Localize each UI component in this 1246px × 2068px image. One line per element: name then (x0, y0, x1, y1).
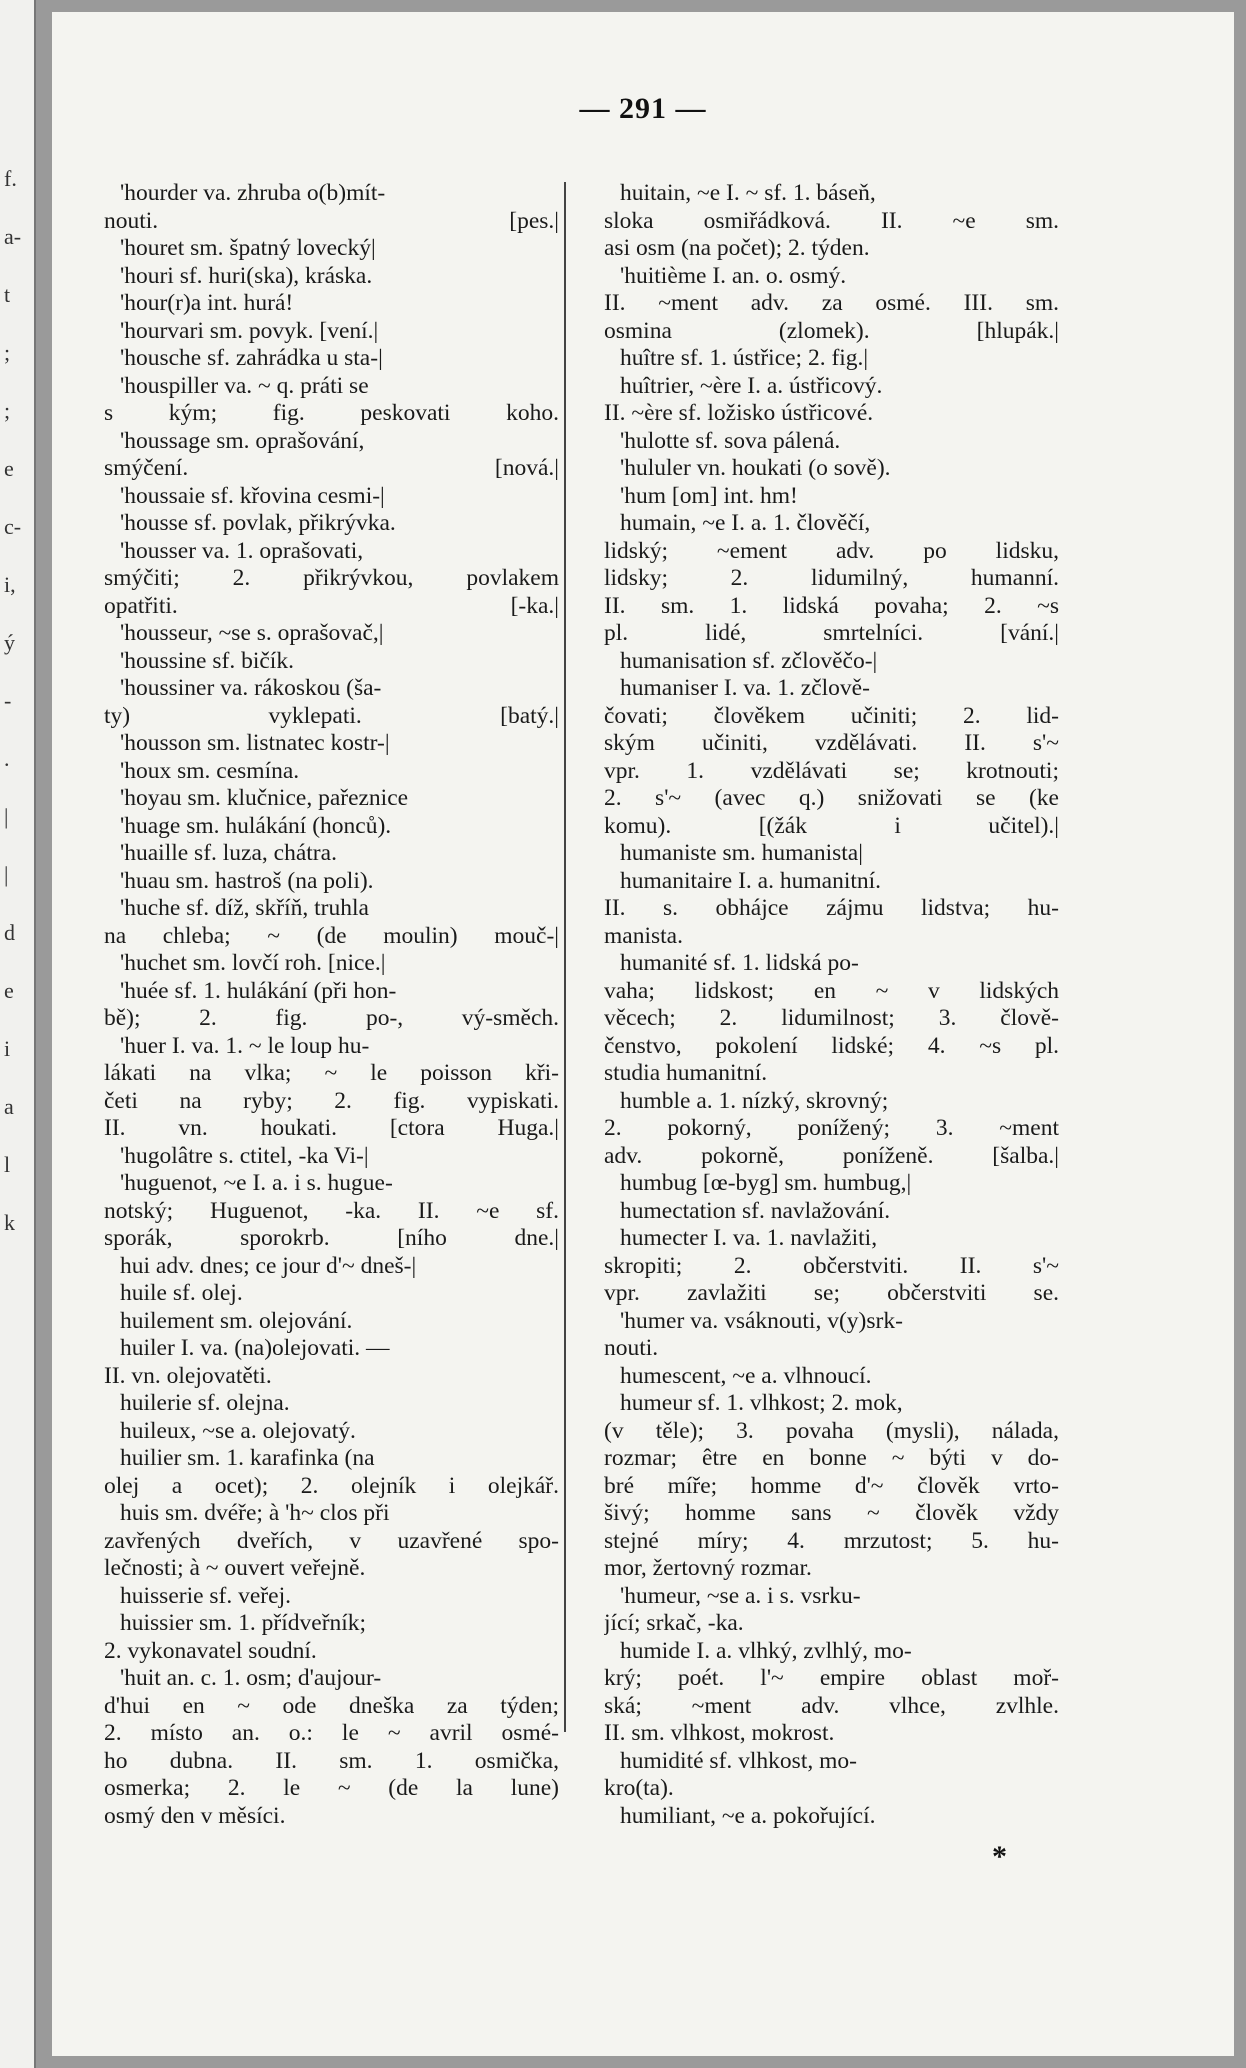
margin-fragment: | (4, 804, 9, 829)
dictionary-line: ty) vyklepati. [batý.| (104, 702, 559, 729)
dictionary-line: 2. s'~ (avec q.) snižovati se (ke (604, 785, 1059, 811)
dictionary-line: 'houx sm. cesmína. (120, 757, 300, 784)
dictionary-line: 2. pokorný, ponížený; 3. ~ment (604, 1115, 1059, 1141)
dictionary-line: 'hourder va. zhruba o(b)mít- (120, 180, 386, 206)
dictionary-line: věcech; 2. lidumilnost; 3. člově- (604, 1005, 1059, 1031)
margin-fragment: ; (4, 340, 11, 365)
dictionary-line: osmý den v měsíci. (104, 1802, 286, 1829)
dictionary-line: huilement sm. olejování. (120, 1307, 353, 1334)
dictionary-line: osmina (zlomek). [hlupák.| (604, 317, 1059, 344)
margin-fragment: t (4, 282, 11, 307)
dictionary-line: 'huage sm. hulákání (honců). (120, 812, 392, 839)
dictionary-line: 'huit an. c. 1. osm; d'aujour- (120, 1665, 382, 1691)
dictionary-line: šivý; homme sans ~ člověk vždy (604, 1500, 1059, 1526)
dictionary-line: humanité sf. 1. lidská po- (620, 950, 859, 976)
margin-fragment: a- (4, 224, 22, 249)
dictionary-line: rozmar; être en bonne ~ býti v do- (604, 1445, 1059, 1471)
dictionary-line: 2. vykonavatel soudní. (104, 1637, 317, 1664)
dictionary-line: 'huer I. va. 1. ~ le loup hu- (120, 1032, 370, 1059)
adjacent-page-edge (0, 0, 36, 2068)
dictionary-line: sloka osmiřádková. II. ~e sm. (604, 207, 1059, 234)
dictionary-line: huissier sm. 1. přídveřník; (120, 1610, 367, 1636)
dictionary-line: olej a ocet); 2. olejník i olejkář. (104, 1472, 559, 1499)
dictionary-line: 'humer va. vsáknouti, v(y)srk- (620, 1307, 903, 1334)
dictionary-line: ská; ~ment adv. vlhce, zvlhle. (604, 1692, 1059, 1719)
dictionary-line: 'huée sf. 1. hulákání (při hon- (120, 977, 397, 1004)
dictionary-line: kro(ta). (604, 1775, 674, 1801)
dictionary-line: humeur sf. 1. vlhkost; 2. mok, (620, 1390, 903, 1416)
dictionary-line: huis sm. dvéře; à 'h~ clos při (120, 1500, 390, 1526)
dictionary-line: huilier sm. 1. karafinka (na (120, 1445, 375, 1471)
margin-fragment: ; (4, 398, 11, 423)
dictionary-line: bě); 2. fig. po-, vý-směch. (104, 1005, 559, 1031)
right-column (604, 180, 1059, 1830)
dictionary-line: huître sf. 1. ústřice; 2. fig.| (620, 345, 869, 371)
dictionary-line: pl. lidé, smrtelníci. [vání.| (604, 620, 1059, 646)
dictionary-line: humide I. a. vlhký, zvlhlý, mo- (620, 1637, 912, 1664)
dictionary-line: 'huau sm. hastroš (na poli). (120, 867, 374, 894)
margin-fragment: e (4, 978, 14, 1003)
dictionary-line: čovati; člověkem učiniti; 2. lid- (604, 702, 1059, 729)
dictionary-line: sporák, sporokrb. [ního dne.| (104, 1225, 559, 1251)
dictionary-line: 'houssaie sf. křovina cesmi-| (120, 482, 385, 509)
dictionary-line: 'houspiller va. ~ q. práti se (120, 372, 369, 399)
dictionary-line: 'hugolâtre s. ctitel, -ka Vi-| (120, 1142, 369, 1169)
dictionary-line: 'hourvari sm. povyk. [vení.| (120, 317, 379, 344)
dictionary-line: lidský; ~ement adv. po lidsku, (604, 537, 1059, 564)
margin-fragment: i (4, 1036, 11, 1061)
dictionary-line: huîtrier, ~ère I. a. ústřicový. (620, 372, 883, 399)
margin-fragment: i, (4, 572, 16, 597)
dictionary-line: s kým; fig. peskovati koho. (104, 400, 559, 426)
dictionary-line: bré míře; homme d'~ člověk vrto- (604, 1472, 1059, 1499)
dictionary-line: huisserie sf. veřej. (120, 1582, 291, 1609)
dictionary-line: vpr. zavlažiti se; občerstviti se. (604, 1280, 1059, 1306)
dictionary-line: stejné míry; 4. mrzutost; 5. hu- (604, 1527, 1059, 1554)
dictionary-line: notský; Huguenot, -ka. II. ~e sf. (104, 1197, 559, 1224)
dictionary-line: 'hulotte sf. sova pálená. (620, 427, 841, 454)
dictionary-line: humain, ~e I. a. 1. člověčí, (620, 510, 871, 536)
dictionary-line: 'hoyau sm. klučnice, pařeznice (120, 785, 409, 811)
dictionary-line: skropiti; 2. občerstviti. II. s'~ (604, 1252, 1059, 1279)
dictionary-line: humbug [œ-byg] sm. humbug,| (620, 1170, 912, 1196)
margin-fragment: . (4, 746, 10, 771)
dictionary-line: vaha; lidskost; en ~ v lidských (604, 977, 1059, 1004)
dictionary-line: II. s. obhájce zájmu lidstva; hu- (604, 895, 1059, 921)
margin-fragment: c- (4, 514, 22, 539)
dictionary-line: 'housche sf. zahrádka u sta-| (120, 345, 383, 371)
column-divider (564, 182, 566, 1732)
dictionary-line: II. ~ment adv. za osmé. III. sm. (604, 290, 1059, 316)
dictionary-line: huiler I. va. (na)olejovati. — (120, 1335, 390, 1361)
dictionary-line: jící; srkač, -ka. (604, 1610, 744, 1636)
margin-fragment: k (4, 1210, 15, 1235)
margin-fragment: l (4, 1152, 11, 1177)
dictionary-line: 'huaille sf. luza, chátra. (120, 840, 337, 866)
dictionary-line: smýčení. [nová.| (104, 455, 559, 481)
dictionary-line: 'hululer vn. houkati (o sově). (620, 455, 891, 481)
dictionary-line: 2. místo an. o.: le ~ avril osmé- (104, 1720, 559, 1746)
dictionary-line: humectation sf. navlažování. (620, 1197, 891, 1224)
dictionary-line: humanitaire I. a. humanitní. (620, 867, 882, 894)
dictionary-line: adv. pokorně, poníženě. [šalba.| (604, 1142, 1059, 1169)
dictionary-line: II. sm. vlhkost, mokrost. (604, 1720, 835, 1746)
dictionary-line: vpr. 1. vzdělávati se; krotnouti; (604, 757, 1059, 784)
footer-mark: * (992, 1840, 1007, 1873)
dictionary-line: 'huguenot, ~e I. a. i s. hugue- (120, 1170, 393, 1196)
dictionary-line: humecter I. va. 1. navlažiti, (620, 1225, 878, 1251)
dictionary-line: humiliant, ~e a. pokořující. (620, 1802, 876, 1829)
dictionary-line: studia humanitní. (604, 1060, 768, 1086)
dictionary-line: lákati na vlka; ~ le poisson kři- (104, 1060, 559, 1086)
dictionary-line: lečnosti; à ~ ouvert veřejně. (104, 1555, 366, 1581)
dictionary-line: 'houssiner va. rákoskou (ša- (120, 675, 382, 701)
dictionary-line: humidité sf. vlhkost, mo- (620, 1747, 857, 1774)
dictionary-line: opatřiti. [-ka.| (104, 592, 559, 619)
dictionary-line: 'huche sf. díž, skříň, truhla (120, 895, 369, 921)
dictionary-line: 'housson sm. listnatec kostr-| (120, 730, 390, 756)
dictionary-line: huilerie sf. olejna. (120, 1390, 290, 1416)
margin-fragment: d (4, 920, 15, 945)
margin-fragment: f. (4, 166, 17, 191)
dictionary-line: mor, žertovný rozmar. (604, 1555, 812, 1581)
dictionary-line: ským učiniti, vzdělávati. II. s'~ (604, 730, 1059, 756)
dictionary-line: komu). [(žák i učitel).| (604, 812, 1059, 839)
dictionary-line: asi osm (na počet); 2. týden. (604, 235, 870, 261)
dictionary-line: 'houssage sm. oprašování, (120, 427, 365, 454)
dictionary-line: lidsky; 2. lidumilný, humanní. (604, 565, 1059, 591)
dictionary-line: četi na ryby; 2. fig. vypiskati. (104, 1087, 559, 1114)
dictionary-line: hui adv. dnes; ce jour d'~ dneš-| (120, 1252, 417, 1279)
dictionary-line: 'houri sf. huri(ska), kráska. (120, 262, 373, 289)
dictionary-line: d'hui en ~ ode dneška za týden; (104, 1692, 559, 1719)
dictionary-line: nouti. [pes.| (104, 207, 559, 234)
dictionary-page (52, 12, 1234, 2056)
margin-fragment: e (4, 456, 14, 481)
dictionary-line: humescent, ~e a. vlhnoucí. (620, 1362, 872, 1389)
dictionary-line: 'hour(r)a int. hurá! (120, 290, 294, 316)
dictionary-line: 'huchet sm. lovčí roh. [nice.| (120, 950, 386, 976)
dictionary-line: čenstvo, pokolení lidské; 4. ~s pl. (604, 1032, 1059, 1059)
dictionary-line: nouti. (604, 1335, 659, 1361)
dictionary-line: 'houret sm. špatný lovecký| (120, 235, 376, 261)
margin-fragment: a (4, 1094, 14, 1119)
dictionary-line: 'housseur, ~se s. oprašovač,| (120, 620, 384, 646)
margin-fragment: | (4, 862, 9, 887)
dictionary-line: II. ~ère sf. ložisko ústřicové. (604, 400, 874, 426)
dictionary-line: 'huitième I. an. o. osmý. (620, 262, 847, 289)
dictionary-line: humaniste sm. humanista| (620, 840, 863, 866)
dictionary-line: II. vn. houkati. [ctora Huga.| (104, 1115, 559, 1141)
dictionary-line: II. vn. olejovatěti. (104, 1362, 272, 1389)
dictionary-line: osmerka; 2. le ~ (de la lune) (104, 1775, 559, 1801)
dictionary-line: huitain, ~e I. ~ sf. 1. báseň, (620, 180, 876, 206)
dictionary-line: humanisation sf. zčlověčo-| (620, 647, 878, 674)
page-number: — 291 — (579, 92, 707, 125)
dictionary-line: smýčiti; 2. přikrývkou, povlakem (104, 565, 559, 591)
dictionary-line: huileux, ~se a. olejovatý. (120, 1417, 356, 1444)
margin-fragment: ý (4, 630, 15, 655)
dictionary-line: manista. (604, 922, 683, 949)
dictionary-line: 'housse sf. povlak, přikrývka. (120, 510, 396, 536)
dictionary-line: 'hum [om] int. hm! (620, 482, 798, 509)
dictionary-line: 'humeur, ~se a. i s. vsrku- (620, 1582, 861, 1609)
dictionary-line: II. sm. 1. lidská povaha; 2. ~s (604, 592, 1059, 619)
dictionary-line: 'housser va. 1. oprašovati, (120, 537, 364, 564)
dictionary-line: (v těle); 3. povaha (mysli), nálada, (604, 1417, 1059, 1444)
dictionary-line: humble a. 1. nízký, skrovný; (620, 1087, 889, 1114)
dictionary-line: humaniser I. va. 1. zčlově- (620, 675, 870, 701)
dictionary-line: 'houssine sf. bičík. (120, 647, 294, 674)
dictionary-line: na chleba; ~ (de moulin) mouč-| (104, 922, 559, 949)
dictionary-line: krý; poét. l'~ empire oblast moř- (604, 1665, 1059, 1691)
dictionary-line: huile sf. olej. (120, 1280, 243, 1306)
left-column (104, 180, 559, 1830)
margin-fragment: - (4, 688, 12, 713)
dictionary-line: ho dubna. II. sm. 1. osmička, (104, 1747, 559, 1774)
dictionary-line: zavřených dveřích, v uzavřené spo- (104, 1527, 559, 1554)
